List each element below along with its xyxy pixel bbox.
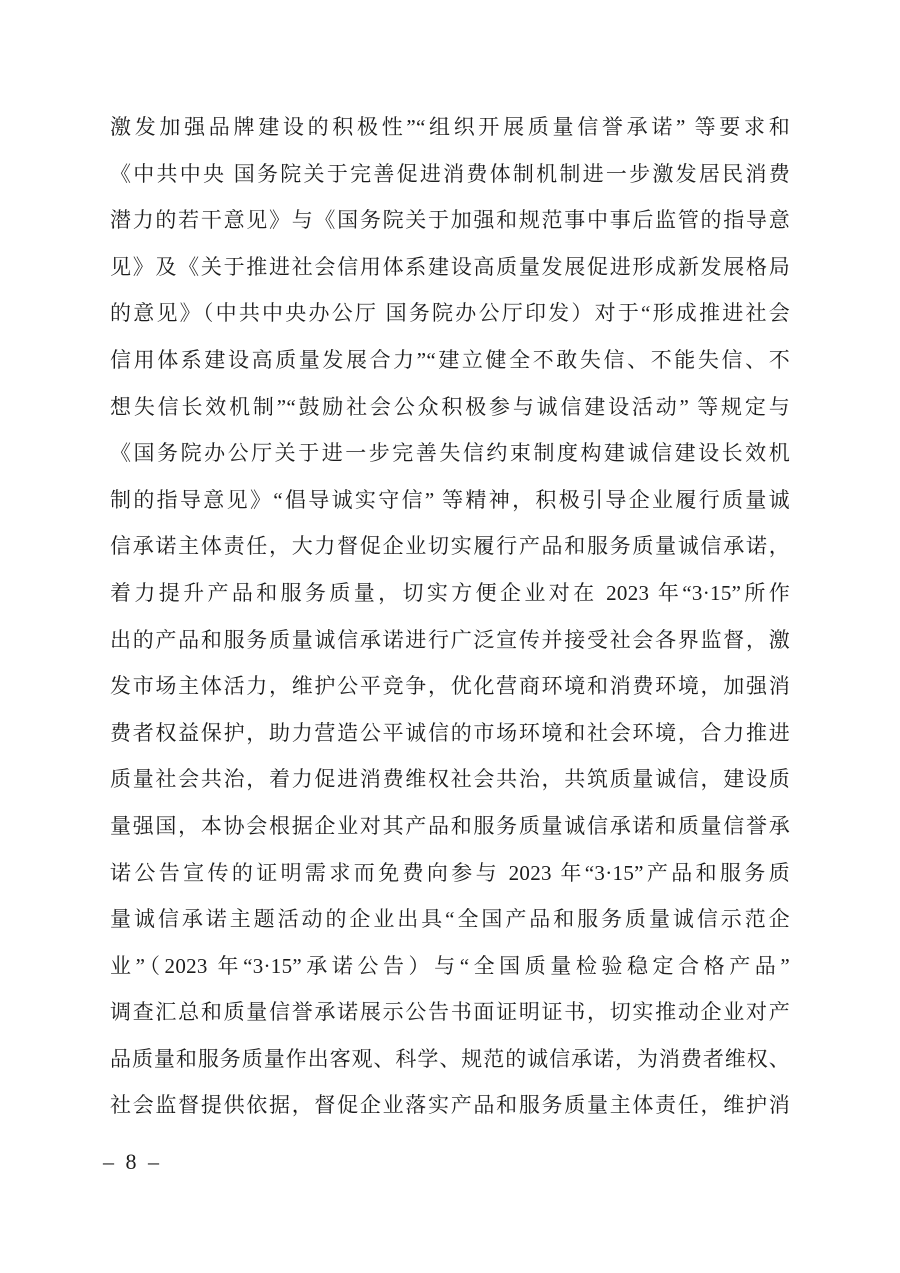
text-line: 见》及《关于推进社会信用体系建设高质量发展促进形成新发展格局	[110, 254, 790, 279]
text-line: 激发加强品牌建设的积极性”“组织开展质量信誉承诺” 等要求和	[110, 115, 790, 139]
text-line: 《国务院办公厅关于进一步完善失信约束制度构建诚信建设长效机	[110, 441, 790, 466]
text-line: 业”（2023 年“3·15”承诺公告）与“全国质量检验稳定合格产品”	[110, 953, 790, 978]
text-line: 制的指导意见》“倡导诚实守信” 等精神，积极引导企业履行质量诚	[110, 487, 790, 512]
text-line: 发市场主体活力，维护公平竞争，优化营商环境和消费环境，加强消	[110, 674, 790, 699]
text-line: 信用体系建设高质量发展合力”“建立健全不敢失信、不能失信、不	[110, 347, 790, 372]
text-line: 量诚信承诺主题活动的企业出具“全国产品和服务质量诚信示范企	[110, 907, 790, 932]
text-line: 着力提升产品和服务质量，切实方便企业对在 2023 年“3·15”所作	[110, 580, 790, 605]
text-line: 想失信长效机制”“鼓励社会公众积极参与诚信建设活动” 等规定与	[110, 394, 790, 419]
text-line: 调查汇总和质量信誉承诺展示公告书面证明证书，切实推动企业对产	[110, 1000, 790, 1025]
page-number: – 8 –	[103, 1149, 162, 1174]
text-line: 质量社会共治，着力促进消费维权社会共治，共筑质量诚信，建设质	[110, 767, 790, 792]
text-line: 出的产品和服务质量诚信承诺进行广泛宣传并接受社会各界监督，激	[110, 627, 790, 652]
text-line: 诺公告宣传的证明需求而免费向参与 2023 年“3·15”产品和服务质	[110, 860, 790, 885]
text-line: 社会监督提供依据，督促企业落实产品和服务质量主体责任，维护消	[110, 1093, 790, 1118]
text-line: 费者权益保护，助力营造公平诚信的市场环境和社会环境，合力推进	[110, 720, 790, 745]
text-line: 品质量和服务质量作出客观、科学、规范的诚信承诺，为消费者维权、	[110, 1046, 790, 1071]
text-line: 信承诺主体责任，大力督促企业切实履行产品和服务质量诚信承诺，	[110, 534, 790, 559]
text-line: 潜力的若干意见》与《国务院关于加强和规范事中事后监管的指导意	[110, 208, 790, 233]
body-text-block	[110, 104, 790, 1129]
text-line: 量强国，本协会根据企业对其产品和服务质量诚信承诺和质量信誉承	[110, 813, 790, 838]
text-line: 的意见》（中共中央办公厅 国务院办公厅印发）对于“形成推进社会	[110, 301, 790, 326]
text-line: 《中共中央 国务院关于完善促进消费体制机制进一步激发居民消费	[110, 161, 790, 186]
